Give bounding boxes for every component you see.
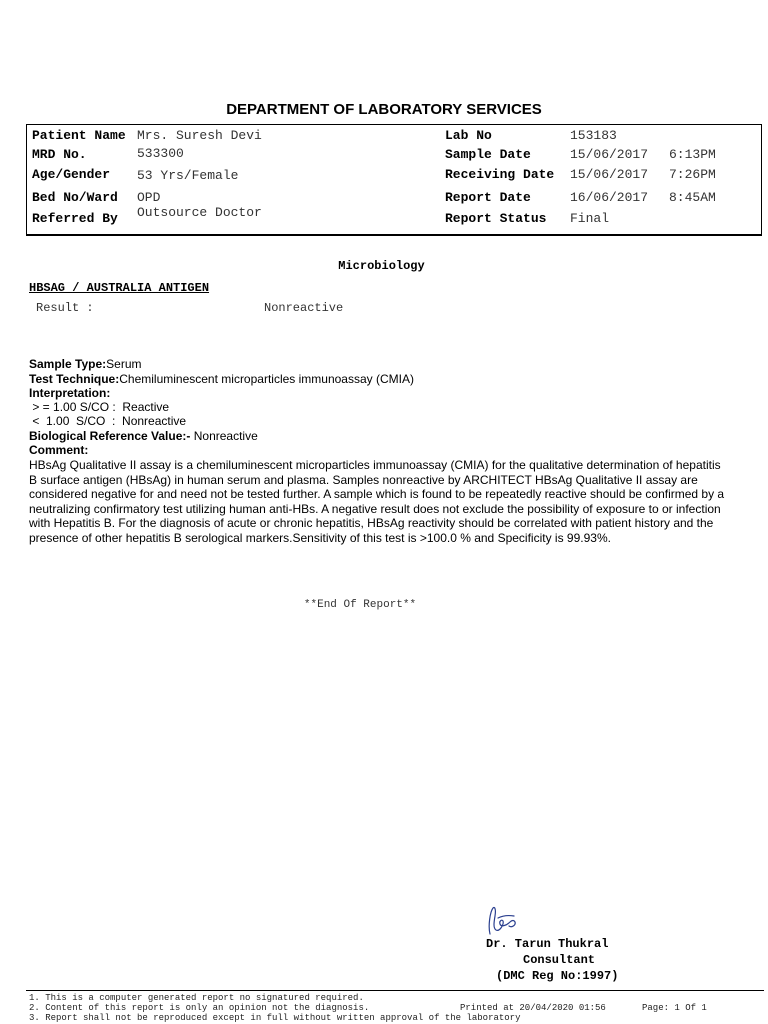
interpretation-reactive: > = 1.00 S/CO : Reactive <box>29 400 170 414</box>
sample-type-value: Serum <box>106 357 142 371</box>
age-gender-value: 53 Yrs/Female <box>137 168 239 183</box>
signature-image <box>484 904 524 940</box>
section-title: Microbiology <box>338 259 425 273</box>
report-status-value: Final <box>570 211 610 226</box>
technique-line <box>29 372 414 386</box>
reference-value: Nonreactive <box>190 429 258 443</box>
mrd-value: 533300 <box>137 146 184 161</box>
receiving-date-label: Receiving Date <box>445 167 555 182</box>
printed-at: Printed at 20/04/2020 01:56 <box>460 1003 606 1013</box>
sample-type-line <box>29 357 141 371</box>
referred-by-label: Referred By <box>32 211 118 226</box>
bed-ward-value: OPD <box>137 190 161 205</box>
sample-date-label: Sample Date <box>445 147 531 162</box>
report-status-label: Report Status <box>445 211 547 226</box>
patient-name-value: Mrs. Suresh Devi <box>137 128 262 143</box>
page-title: DEPARTMENT OF LABORATORY SERVICES <box>226 101 542 118</box>
mrd-label: MRD No. <box>32 147 87 162</box>
sample-time-value: 6:13PM <box>669 147 716 162</box>
bed-ward-label: Bed No/Ward <box>32 190 118 205</box>
report-time-value: 8:45AM <box>669 190 716 205</box>
footer-note-3: 3. Report shall not be reproduced except in full without written approval of the laboratory <box>29 1013 521 1023</box>
lab-no-label: Lab No <box>445 128 492 143</box>
footer-note-1: 1. This is a computer generated report no signatured required. <box>29 993 364 1003</box>
interpretation-nonreactive: < 1.00 S/CO : Nonreactive <box>29 414 187 428</box>
lab-no-value: 153183 <box>570 128 617 143</box>
footer-note-2: 2. Content of this report is only an opinion not the diagnosis. <box>29 1003 370 1013</box>
signatory-name: Dr. Tarun Thukral <box>486 937 609 951</box>
signatory-reg: (DMC Reg No:1997) <box>496 969 619 983</box>
signatory-title: Consultant <box>523 953 596 967</box>
interpretation-label: Interpretation: <box>29 386 111 400</box>
reference-label: Biological Reference Value:- <box>29 429 191 443</box>
result-label: Result : <box>36 301 94 315</box>
comment-label: Comment: <box>29 443 89 457</box>
result-value: Nonreactive <box>264 301 344 315</box>
patient-name-label: Patient Name <box>32 128 126 143</box>
reference-line <box>29 429 258 443</box>
referred-by-value: Outsource Doctor <box>137 205 262 220</box>
technique-label: Test Technique: <box>29 372 120 386</box>
technique-value: Chemiluminescent microparticles immunoassay (CMIA) <box>119 372 414 386</box>
receiving-time-value: 7:26PM <box>669 167 716 182</box>
age-gender-label: Age/Gender <box>32 167 111 182</box>
page-number: Page: 1 Of 1 <box>642 1003 707 1013</box>
sample-type-label: Sample Type: <box>29 357 107 371</box>
receiving-date-value: 15/06/2017 <box>570 167 649 182</box>
test-name: HBSAG / AUSTRALIA ANTIGEN <box>29 281 210 295</box>
end-of-report: **End Of Report** <box>303 599 417 611</box>
report-date-label: Report Date <box>445 190 531 205</box>
footer-divider <box>26 990 764 991</box>
comment-text: HBsAg Qualitative II assay is a chemiluminescent microparticles immunoassay (CMIA) for the qualitative determination of hepatitis B surface antigen (HBsAg) in human serum and plasma. Samples nonreactive by ARCHITECT HBsAg Qualitative II assay are considered negative for and need not be tested further. A sample which is found to be repeatedly reactive should be confirmed by a neutralizing confirmatory test utilizing human anti-HBs. A negative result does not exclude the possibility of exposure to or infection with Hepatitis B. For the diagnosis of acute or chronic hepatitis, HBsAg reactivity should be correlated with patient history and the presence of other hepatitis B serological markers.Sensitivity of this test is >100.0 % and Specificity is 99.93%. <box>29 458 725 545</box>
report-date-value: 16/06/2017 <box>570 190 649 205</box>
sample-date-value: 15/06/2017 <box>570 147 649 162</box>
